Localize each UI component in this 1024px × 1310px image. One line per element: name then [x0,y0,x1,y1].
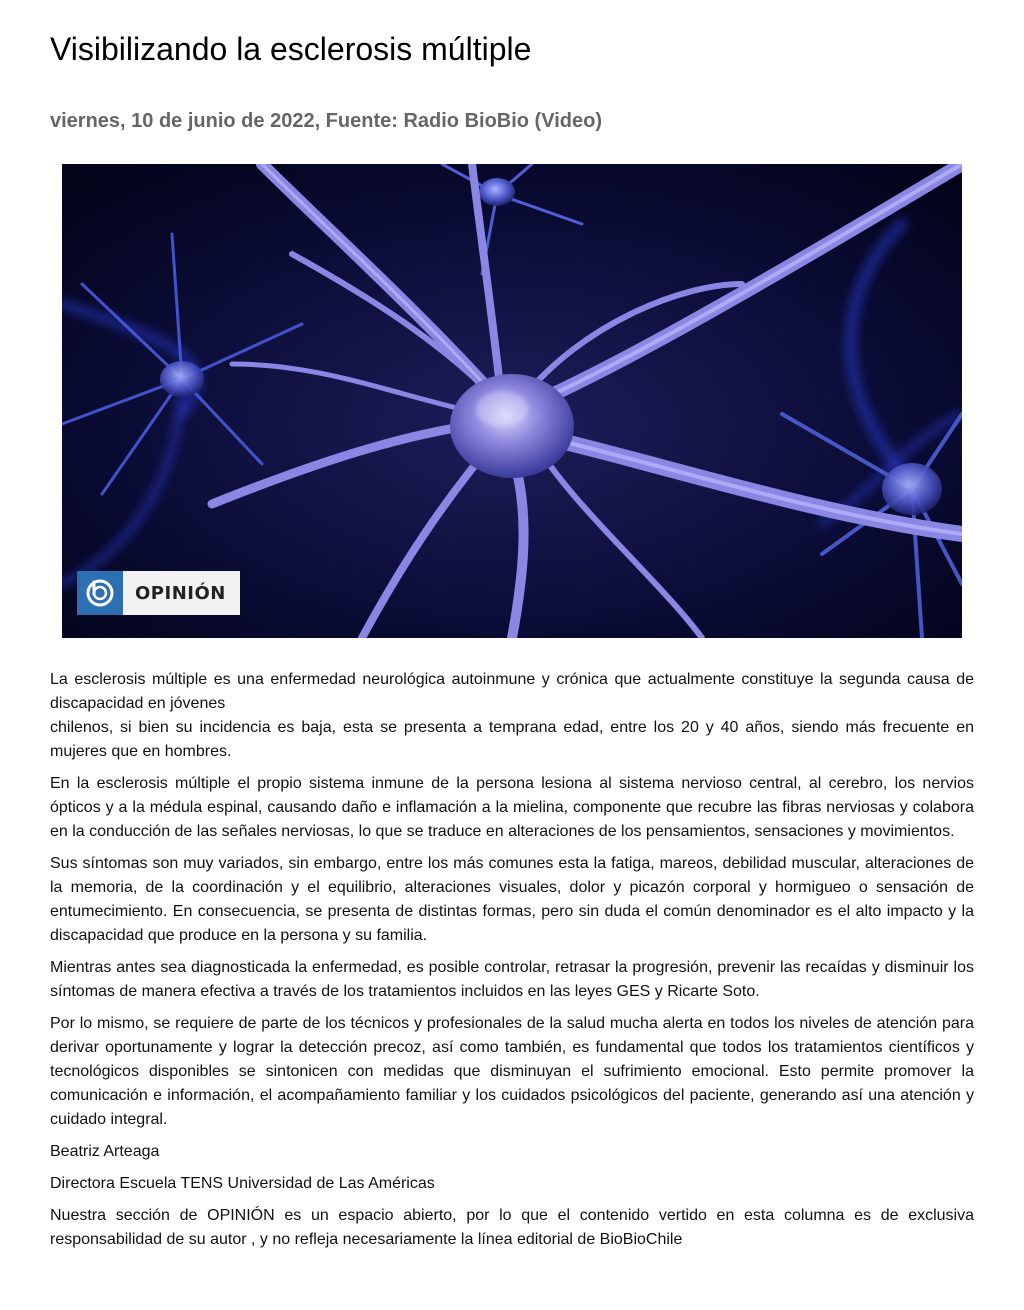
neuron-illustration [62,164,962,638]
article-paragraph-line: chilenos, si bien su incidencia es baja, esta se presenta a temprana edad, entre los 20 y 40 años, siendo más frecuente en mujeres que en hombres. [50,719,974,760]
opinion-badge-label: OPINIÓN [123,571,240,615]
article-paragraph: En la esclerosis múltiple el propio sistema inmune de la persona lesiona al sistema nervioso central, al cerebro, los nervios ópticos y a la médula espinal, causando daño e inflamación a la mielina, componente que recubre las fibras nerviosas y colabora en la conducción de las señales nerviosas, lo que se traduce en alteraciones de los pensamientos, sensaciones y movimientos. [50,775,974,840]
opinion-badge [77,571,240,615]
biobio-logo-icon [77,571,123,615]
author-role: Directora Escuela TENS Universidad de Las Américas [50,1175,435,1192]
author-name: Beatriz Arteaga [50,1143,160,1160]
article-page [50,0,974,1248]
article-paragraph: Sus síntomas son muy variados, sin embargo, entre los más comunes esta la fatiga, mareos, debilidad muscular, alteraciones de la memoria, de la coordinación y el equilibrio, alteraciones visuales, dolor y picazón corporal y hormigueo o sensación de entumecimiento. En consecuencia, se presenta de distintas formas, pero sin duda el común denominador es el alto impacto y la discapacidad que produce en la persona y su familia. [50,855,974,944]
article-paragraph: Por lo mismo, se requiere de parte de los técnicos y profesionales de la salud mucha alerta en todos los niveles de atención para derivar oportunamente y lograr la detección precoz, así como también, es fundamental que todos los tratamientos científicos y tecnológicos disponibles se sintonicen con medidas que disminuyan el sufrimiento emocional. Esto permite promover la comunicación e información, el acompañamiento familiar y los cuidados psicológicos del paciente, generando así una atención y cuidado integral. [50,1015,974,1128]
article-paragraph [50,668,974,764]
article-title: Visibilizando la esclerosis múltiple [50,31,532,67]
opinion-disclaimer: Nuestra sección de OPINIÓN es un espacio abierto, por lo que el contenido vertido en esta columna es de exclusiva responsabilidad de su autor , y no refleja necesariamente la línea editorial de BioBioChile [50,1207,974,1248]
article-paragraph-line: La esclerosis múltiple es una enfermedad neurológica autoinmune y crónica que actualmente constituye la segunda causa de discapacidad en jóvenes [50,671,974,712]
article-body [50,668,974,1260]
article-hero-image [62,164,962,638]
article-paragraph: Mientras antes sea diagnosticada la enfermedad, es posible controlar, retrasar la progresión, prevenir las recaídas y disminuir los síntomas de manera efectiva a través de los tratamientos incluidos en las leyes GES y Ricarte Soto. [50,959,974,1000]
article-subtitle: viernes, 10 de junio de 2022, Fuente: Radio BioBio (Video) [50,110,602,132]
